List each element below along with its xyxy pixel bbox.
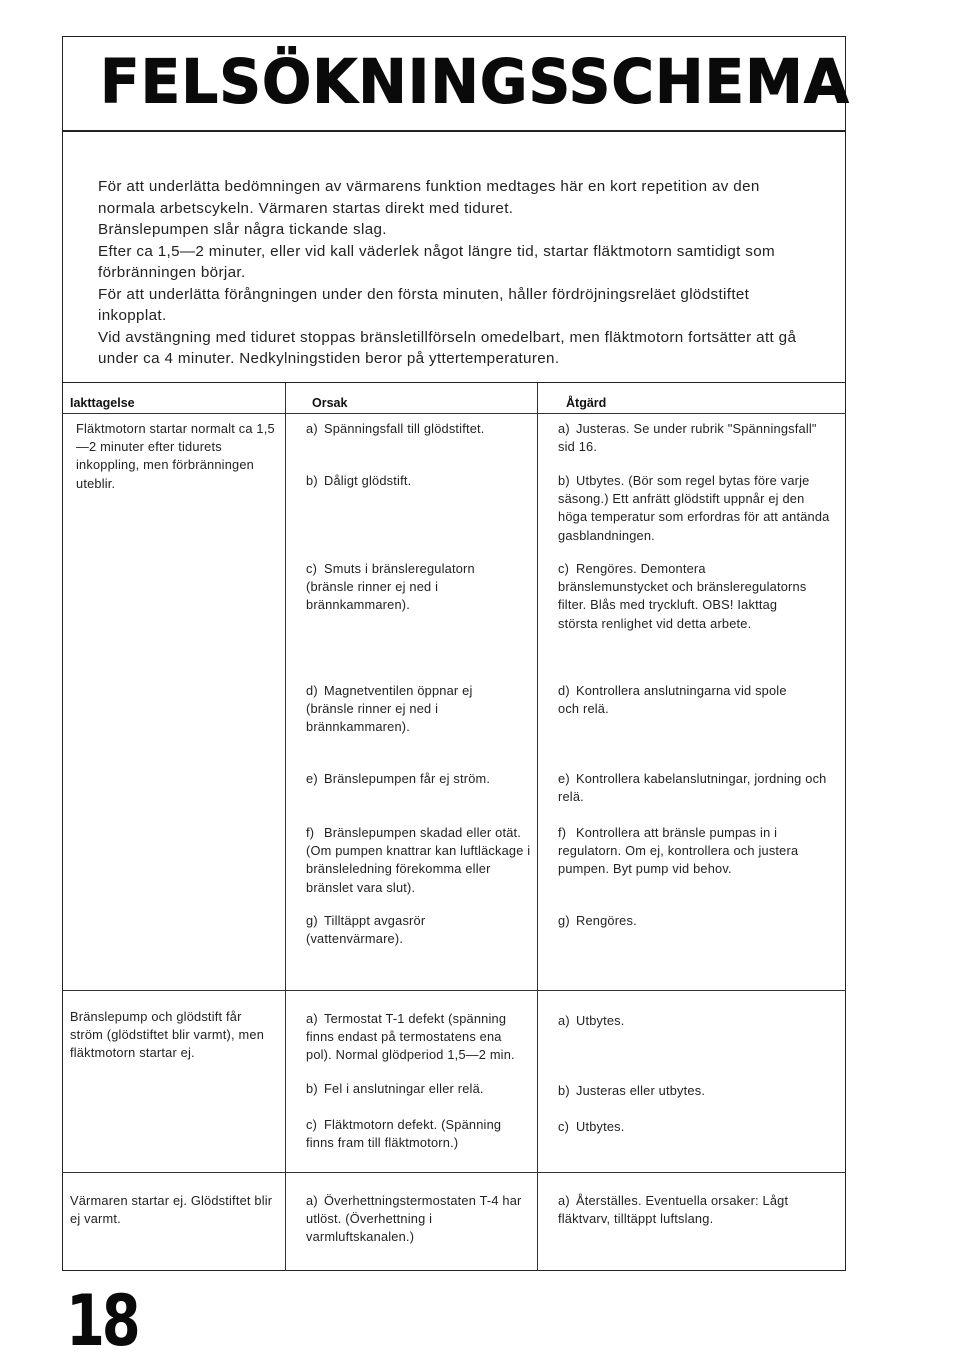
row-divider: [62, 990, 846, 991]
cause-cell: f) Bränslepumpen skadad eller otät. (Om pumpen knattrar kan luftläckage i bränsleledning förekomma eller bränslet vara slut).: [306, 825, 531, 895]
header-underline: [62, 413, 846, 414]
column-divider: [537, 383, 538, 1271]
page-number: 18: [66, 1280, 138, 1362]
intro-paragraph: Vid avstängning med tiduret stoppas bränsletillförseln omedelbart, men fläktmotorn fortsätter att gå under ca 4 minuter. Nedkylningstiden beror på yttertemperaturen.: [98, 328, 797, 367]
intro-paragraph: För att underlätta förångningen under den första minuten, håller fördröjningsreläet glödstiftet inkopplat.: [98, 285, 750, 324]
action-cell: a) Utbytes.: [558, 1013, 625, 1028]
action-cell: b) Utbytes. (Bör som regel bytas före varje säsong.) Ett anfrätt glödstift uppnår ej den höga temperatur som erfordras för att antända gasblandningen.: [558, 473, 830, 543]
header-cause: Orsak: [312, 396, 348, 410]
page-title: FELSÖKNINGSSCHEMA: [100, 46, 850, 118]
section-divider: [62, 382, 846, 383]
action-cell: c) Rengöres. Demontera bränslemunstycket och bränsleregulatorns filter. Blås med tryckluft. OBS! Iakttag största renlighet vid detta arbete.: [558, 561, 807, 631]
action-cell: a) Justeras. Se under rubrik "Spänningsfall" sid 16.: [558, 421, 817, 455]
cause-cell: d) Magnetventilen öppnar ej (bränsle rinner ej ned i brännkammaren).: [306, 683, 473, 735]
action-cell: d) Kontrollera anslutningarna vid spole och relä.: [558, 683, 787, 717]
action-cell: c) Utbytes.: [558, 1119, 625, 1134]
header-action: Åtgärd: [566, 396, 607, 410]
intro-paragraph: För att underlätta bedömningen av värmarens funktion medtages här en kort repetition av den normala arbetscykeln. Värmaren startas direkt med tiduret.: [98, 178, 760, 217]
action-cell: g) Rengöres.: [558, 913, 637, 928]
title-band: [62, 36, 850, 132]
observation-cell: Bränslepump och glödstift får ström (glödstiftet blir varmt), men fläktmotorn startar ej.: [70, 1009, 265, 1061]
observation-cell: Fläktmotorn startar normalt ca 1,5—2 minuter efter tidurets inkoppling, men förbränningen uteblir.: [76, 421, 275, 491]
action-cell: f) Kontrollera att bränsle pumpas in i regulatorn. Om ej, kontrollera och justera pumpen. Byt pump vid behov.: [558, 825, 799, 877]
cause-cell: a) Termostat T-1 defekt (spänning finns endast på termostatens ena pol). Normal glödperiod 1,5—2 min.: [306, 1011, 515, 1063]
action-cell: b) Justeras eller utbytes.: [558, 1083, 706, 1098]
cause-cell: c) Fläktmotorn defekt. (Spänning finns fram till fläktmotorn.): [306, 1117, 502, 1151]
intro-paragraph: Efter ca 1,5—2 minuter, eller vid kall väderlek något längre tid, startar fläktmotorn samtidigt som förbränningen börjar.: [98, 242, 776, 281]
cause-cell: a) Spänningsfall till glödstiftet.: [306, 421, 485, 436]
cause-cell: a) Överhettningstermostaten T-4 har utlöst. (Överhettning i varmluftskanalen.): [306, 1193, 522, 1245]
cause-cell: c) Smuts i bränsleregulatorn (bränsle rinner ej ned i brännkammaren).: [306, 561, 475, 613]
cause-cell: g) Tilltäppt avgasrör (vattenvärmare).: [306, 913, 426, 947]
row-divider: [62, 1172, 846, 1173]
cause-cell: b) Fel i anslutningar eller relä.: [306, 1081, 484, 1096]
intro-paragraph: Bränslepumpen slår några tickande slag.: [98, 221, 387, 238]
cause-cell: b) Dåligt glödstift.: [306, 473, 412, 488]
column-divider: [285, 383, 286, 1271]
action-cell: a) Återställes. Eventuella orsaker: Lågt fläktvarv, tilltäppt luftslang.: [558, 1193, 789, 1227]
header-observation: Iakttagelse: [70, 396, 135, 410]
intro-text: [98, 176, 818, 370]
observation-cell: Värmaren startar ej. Glödstiftet blir ej varmt.: [70, 1193, 273, 1227]
action-cell: e) Kontrollera kabelanslutningar, jordning och relä.: [558, 771, 827, 805]
cause-cell: e) Bränslepumpen får ej ström.: [306, 771, 491, 786]
